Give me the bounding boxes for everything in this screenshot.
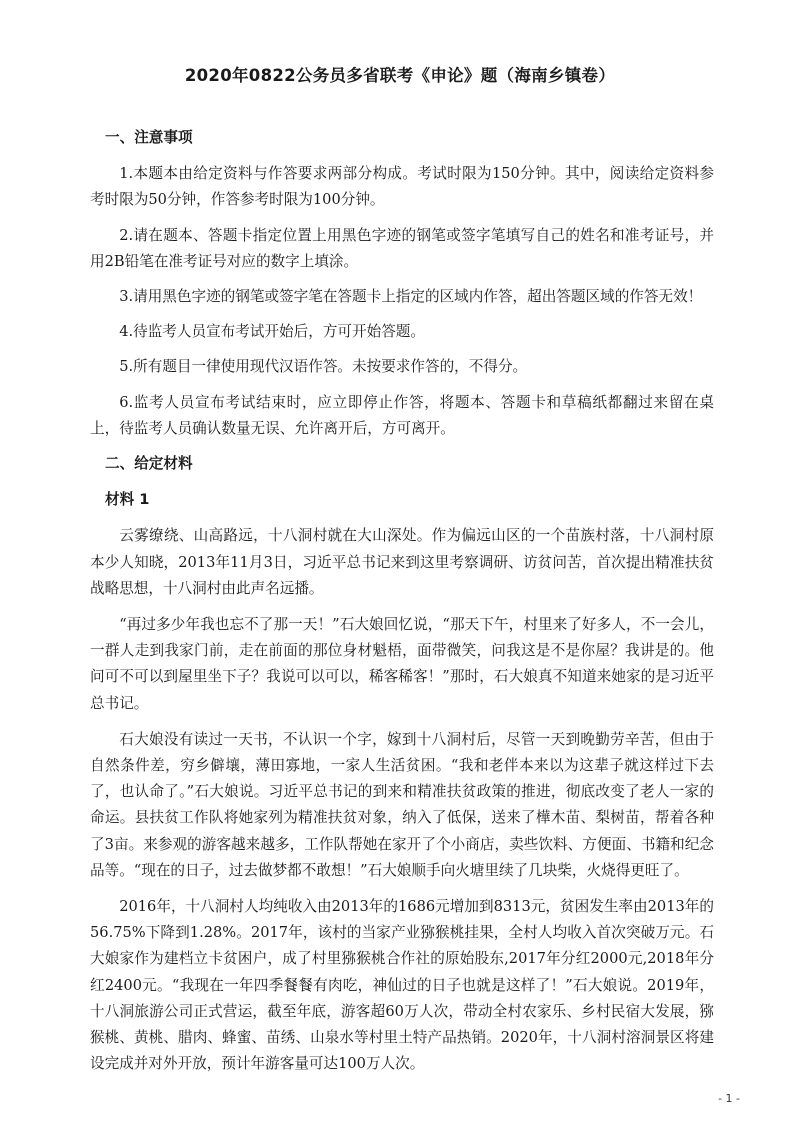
- page-number: - 1 -: [718, 1092, 740, 1105]
- document-body: [90, 125, 714, 1088]
- section-heading-notice: 一、注意事项: [105, 129, 193, 146]
- notice-item: 4.待监考人员宣布考试开始后，方可开始答题。: [119, 323, 425, 341]
- document-title: 2020年0822公务员多省联考《申论》题（海南乡镇卷）: [184, 66, 616, 85]
- material-paragraph: “再过多少年我也忘不了那一天！”石大娘回忆说，“那天下午，村里来了好多人，不一会儿，一群人走到我家门前，走在前面的那位身材魁梧，面带微笑，问我这是不是你屋？我讲是的。他问可不可以到屋里坐下子？我说可以可以，稀客稀客！”那时，石大娘真不知道来她家的是习近平总书记。: [90, 616, 714, 712]
- notice-item: 5.所有题目一律使用现代汉语作答。未按要求作答的，不得分。: [119, 358, 528, 376]
- notice-item: 3.请用黑色字迹的钢笔或签字笔在答题卡上指定的区域内作答，超出答题区域的作答无效！: [119, 288, 703, 306]
- notice-item: 1.本题本由给定资料与作答要求两部分构成。考试时限为150分钟。其中，阅读给定资料参考时限为50分钟，作答参考时限为100分钟。: [90, 165, 714, 209]
- material-label: 材料 1: [105, 491, 150, 509]
- notice-item: 6.监考人员宣布考试结束时，应立即停止作答，将题本、答题卡和草稿纸都翻过来留在桌上，待监考人员确认数量无误、允许离开后，方可离开。: [90, 393, 714, 437]
- notice-item: 2.请在题本、答题卡指定位置上用黑色字迹的钢笔或签字笔填写自己的姓名和准考证号，并用2B铅笔在准考证号对应的数字上填涂。: [90, 226, 714, 270]
- material-paragraph: 石大娘没有读过一天书，不认识一个字，嫁到十八洞村后，尽管一天到晚勤劳辛苦，但由于自然条件差，穷乡僻壤，薄田寡地，一家人生活贫困。“我和老伴本来以为这辈子就这样过下去了，也认命了。”石大娘说。习近平总书记的到来和精准扶贫政策的推进，彻底改变了老人一家的命运。县扶贫工作队将她家列为精准扶贫对象，纳入了低保，送来了樺木苗、梨树苗，帮着各种了3亩。来参观的游客越来越多，工作队帮她在家开了个小商店，卖些饮料、方便面、书籍和纪念品等。“现在的日子，过去做梦都不敢想！”石大娘顺手向火塘里续了几块柴，火烧得更旺了。: [90, 730, 714, 879]
- material-paragraph: 云雾缭绕、山高路远，十八洞村就在大山深处。作为偏远山区的一个苗族村落，十八洞村原本少人知晓，2013年11月3日，习近平总书记来到这里考察调研、访贫问苦，首次提出精准扶贫战略思想，十八洞村由此声名远播。: [90, 527, 714, 597]
- material-paragraph: 2016年，十八洞村人均纯收入由2013年的1686元增加到8313元，贫困发生率由2013年的56.75%下降到1.28%。2017年，该村的当家产业猕猴桃挂果，全村人均收入首次突破万元。石大娘家作为建档立卡贫困户，成了村里猕猴桃合作社的原始股东,2017年分红2000元,2018年分红2400元。“我现在一年四季餐餐有肉吃，神仙过的日子也就是这样了！”石大娘说。2019年，十八洞旅游公司正式营运，截至年底，游客超60万人次，带动全村农家乐、乡村民宿大发展，猕猴桃、黄桃、腊肉、蜂蜜、苗绣、山泉水等村里土特产品热销。2020年，十八洞村溶洞景区将建设完成并对外开放，预计年游客量可达100万人次。: [90, 898, 714, 1073]
- section-heading-materials: 二、给定材料: [105, 455, 193, 473]
